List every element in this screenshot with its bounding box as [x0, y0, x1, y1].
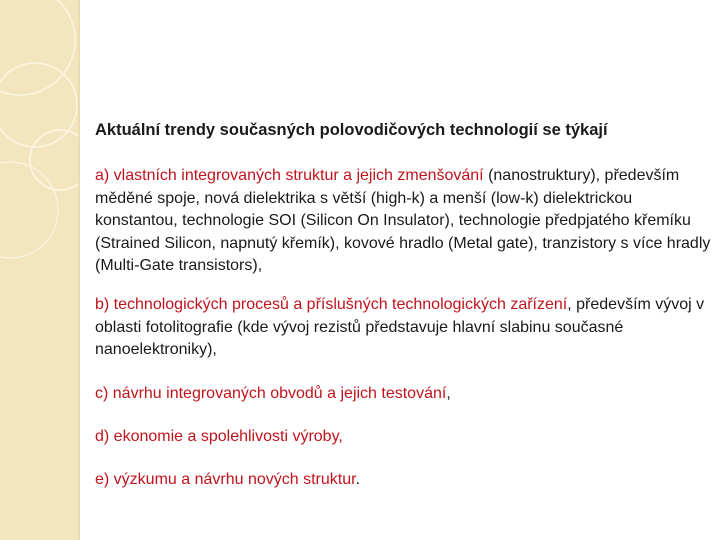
item-b-lead: b) technologických procesů a příslušných technologických zařízení	[95, 296, 568, 313]
item-c-lead: c) návrhu integrovaných obvodů a jejich testování	[95, 385, 447, 402]
item-e-lead: e) výzkumu a návrhu nových struktur	[95, 471, 356, 488]
slide-title: Aktuální trendy současných polovodičových technologií se týkají	[95, 121, 608, 139]
item-d-lead: d) ekonomie a spolehlivosti výroby,	[95, 428, 343, 445]
list-item-a	[95, 165, 715, 278]
decorative-sidebar	[0, 0, 78, 540]
item-c-text: ,	[446, 385, 451, 402]
list-item-e	[95, 469, 360, 492]
decorative-circles-graphic	[0, 0, 78, 540]
list-item-d	[95, 426, 343, 449]
item-b-text: , především vývoj v oblasti fotolitografie (kde vývoj rezistů představuje hlavní slabinu současné nanoelektroniky),	[95, 296, 705, 358]
item-a-text: (nanostruktury), především měděné spoje, nová dielektrika s větší (high-k) a menší (low-k) dielektrickou konstantou, technologie SOI (Silicon On Insulator), technologie předpjatého křemíku (Strained Silicon, napnutý křemík), kovové hradlo (Metal gate), tranzistory s více hradly (Multi-Gate transistors),	[95, 167, 711, 274]
sidebar-edge	[78, 0, 80, 540]
item-a-lead: a) vlastních integrovaných struktur a jejich zmenšování	[95, 167, 484, 184]
list-item-c	[95, 383, 451, 406]
item-e-text: .	[355, 471, 361, 488]
list-item-b	[95, 294, 705, 362]
